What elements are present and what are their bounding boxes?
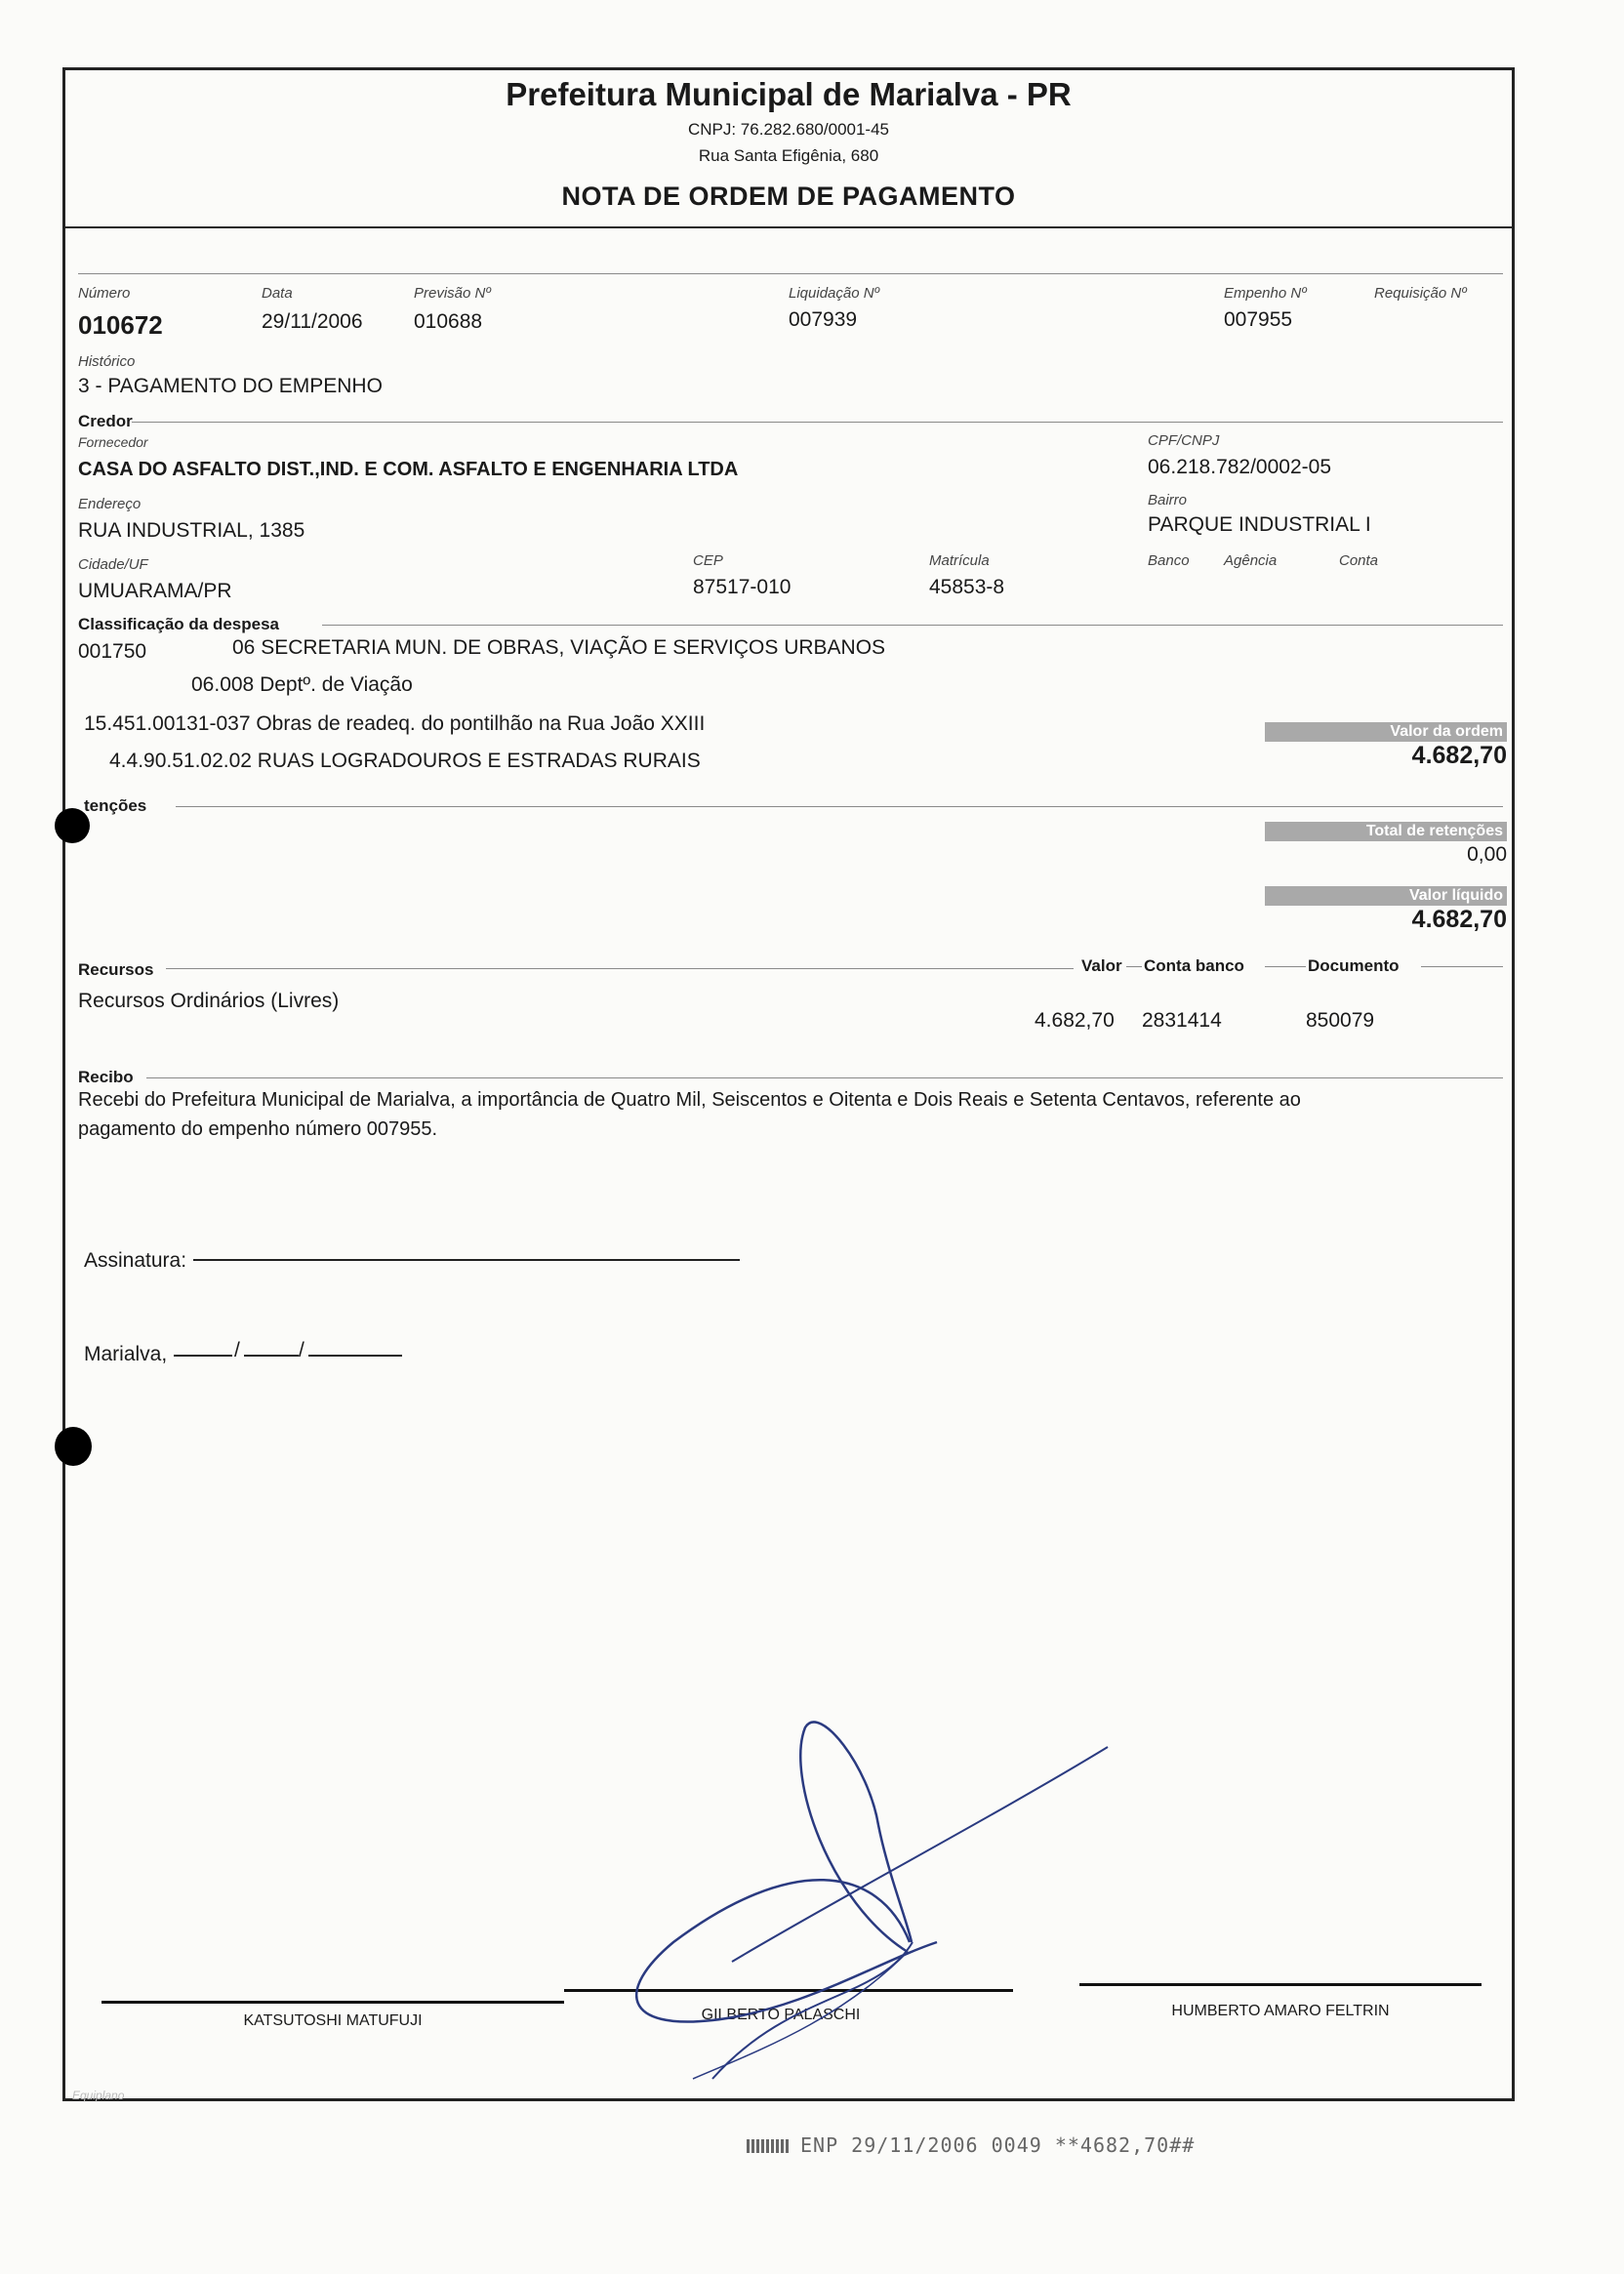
empenho-label: Empenho Nº	[1224, 285, 1307, 302]
recursos-valor-label: Valor	[1081, 956, 1122, 975]
bairro-label: Bairro	[1148, 492, 1188, 508]
punch-hole-mark	[55, 808, 90, 843]
liquidacao-label: Liquidação Nº	[789, 285, 880, 302]
matricula-value: 45853-8	[929, 576, 1005, 598]
local-label: Marialva,	[84, 1343, 168, 1365]
recibo-section-title: Recibo	[78, 1068, 134, 1086]
retencoes-section-title: tenções	[84, 796, 147, 815]
requisicao-label: Requisição Nº	[1374, 285, 1467, 302]
recibo-line-1: Recebi do Prefeitura Municipal de Marialva, a importância de Quatro Mil, Seiscentos e Oitenta e Dois Reais e Setenta Centavos, referente ao	[78, 1089, 1301, 1111]
signature-line-3	[1079, 1983, 1482, 1986]
cidade-label: Cidade/UF	[78, 556, 148, 573]
valor-ordem-value: 4.682,70	[1411, 742, 1507, 769]
header-divider	[62, 226, 1515, 228]
classificacao-code: 001750	[78, 640, 147, 663]
classificacao-section-title: Classificação da despesa	[78, 615, 280, 633]
date-sep-2: /	[299, 1339, 304, 1361]
departamento-text: 06.008 Deptº. de Viação	[191, 673, 413, 696]
recursos-documento: 850079	[1306, 1009, 1375, 1032]
banco-label: Banco	[1148, 552, 1190, 569]
numero-label: Número	[78, 285, 131, 302]
recursos-rule-3	[1265, 966, 1306, 967]
credor-rule	[132, 422, 1503, 423]
valor-liquido-label: Valor líquido	[1265, 886, 1507, 906]
fornecedor-value: CASA DO ASFALTO DIST.,IND. E COM. ASFALTO E ENGENHARIA LTDA	[78, 459, 739, 480]
endereco-label: Endereço	[78, 496, 142, 512]
agencia-label: Agência	[1224, 552, 1278, 569]
document-title: NOTA DE ORDEM DE PAGAMENTO	[561, 182, 1016, 211]
cep-value: 87517-010	[693, 576, 792, 598]
software-watermark: Equiplano	[72, 2089, 125, 2102]
recursos-section-title: Recursos	[78, 960, 154, 979]
recursos-descricao: Recursos Ordinários (Livres)	[78, 990, 340, 1012]
bairro-value: PARQUE INDUSTRIAL I	[1148, 513, 1371, 536]
punch-hole-mark	[55, 1427, 92, 1466]
recibo-rule	[146, 1077, 1503, 1078]
recursos-rule-4	[1421, 966, 1503, 967]
historico-value: 3 - PAGAMENTO DO EMPENHO	[78, 375, 383, 397]
address-text: Rua Santa Efigênia, 680	[698, 146, 879, 165]
valor-liquido-value: 4.682,70	[1411, 906, 1507, 933]
secretaria-text: 06 SECRETARIA MUN. DE OBRAS, VIAÇÃO E SERVIÇOS URBANOS	[232, 636, 886, 659]
cpf-label: CPF/CNPJ	[1148, 432, 1220, 449]
cnpj-text: CNPJ: 76.282.680/0001-45	[687, 120, 890, 139]
handwritten-signature	[586, 1708, 1132, 2098]
historico-label: Histórico	[78, 353, 136, 370]
recursos-conta: 2831414	[1142, 1009, 1222, 1032]
conta-label: Conta	[1339, 552, 1379, 569]
recursos-valor: 4.682,70	[1035, 1009, 1115, 1032]
liquidacao-value: 007939	[789, 308, 858, 331]
date-year-line	[308, 1355, 402, 1357]
signatory-3: HUMBERTO AMARO FELTRIN	[1171, 2003, 1390, 2019]
cidade-value: UMUARAMA/PR	[78, 580, 232, 602]
classificacao-rule	[322, 625, 1503, 626]
cep-label: CEP	[693, 552, 723, 569]
page-title: Prefeitura Municipal de Marialva - PR	[506, 76, 1072, 112]
previsao-value: 010688	[414, 310, 483, 333]
cpf-value: 06.218.782/0002-05	[1148, 456, 1332, 478]
valor-ordem-label: Valor da ordem	[1265, 722, 1507, 742]
bank-stamp: ENP 29/11/2006 0049 **4682,70##	[800, 2133, 1196, 2157]
date-day-line	[174, 1355, 232, 1357]
fornecedor-label: Fornecedor	[78, 434, 148, 450]
endereco-value: RUA INDUSTRIAL, 1385	[78, 519, 305, 542]
credor-section-title: Credor	[78, 412, 133, 430]
signatory-1: KATSUTOSHI MATUFUJI	[243, 2012, 423, 2029]
recursos-rule-2	[1126, 966, 1142, 967]
id-rule	[78, 273, 1503, 274]
programa-text: 15.451.00131-037 Obras de readeq. do pontilhão na Rua João XXIII	[84, 712, 706, 735]
empenho-value: 007955	[1224, 308, 1293, 331]
numero-value: 010672	[78, 310, 163, 340]
previsao-label: Previsão Nº	[414, 285, 491, 302]
total-retencoes-value: 0,00	[1467, 843, 1507, 866]
recibo-line-2: pagamento do empenho número 007955.	[78, 1118, 438, 1140]
elemento-text: 4.4.90.51.02.02 RUAS LOGRADOUROS E ESTRADAS RURAIS	[109, 750, 701, 772]
matricula-label: Matrícula	[929, 552, 990, 569]
recursos-conta-label: Conta banco	[1144, 956, 1244, 975]
assinatura-line	[193, 1259, 740, 1261]
date-sep-1: /	[234, 1339, 240, 1361]
date-month-line	[244, 1355, 299, 1357]
retencoes-rule	[176, 806, 1503, 807]
recursos-rule	[166, 968, 1074, 969]
signatory-2: GILBERTO PALASCHI	[701, 2007, 861, 2023]
signature-line-1	[102, 2001, 564, 2004]
assinatura-label: Assinatura:	[84, 1249, 187, 1272]
stamp-mark-icon	[747, 2139, 790, 2153]
total-retencoes-label: Total de retenções	[1265, 822, 1507, 841]
data-value: 29/11/2006	[262, 310, 363, 333]
recursos-documento-label: Documento	[1308, 956, 1400, 975]
data-label: Data	[262, 285, 293, 302]
